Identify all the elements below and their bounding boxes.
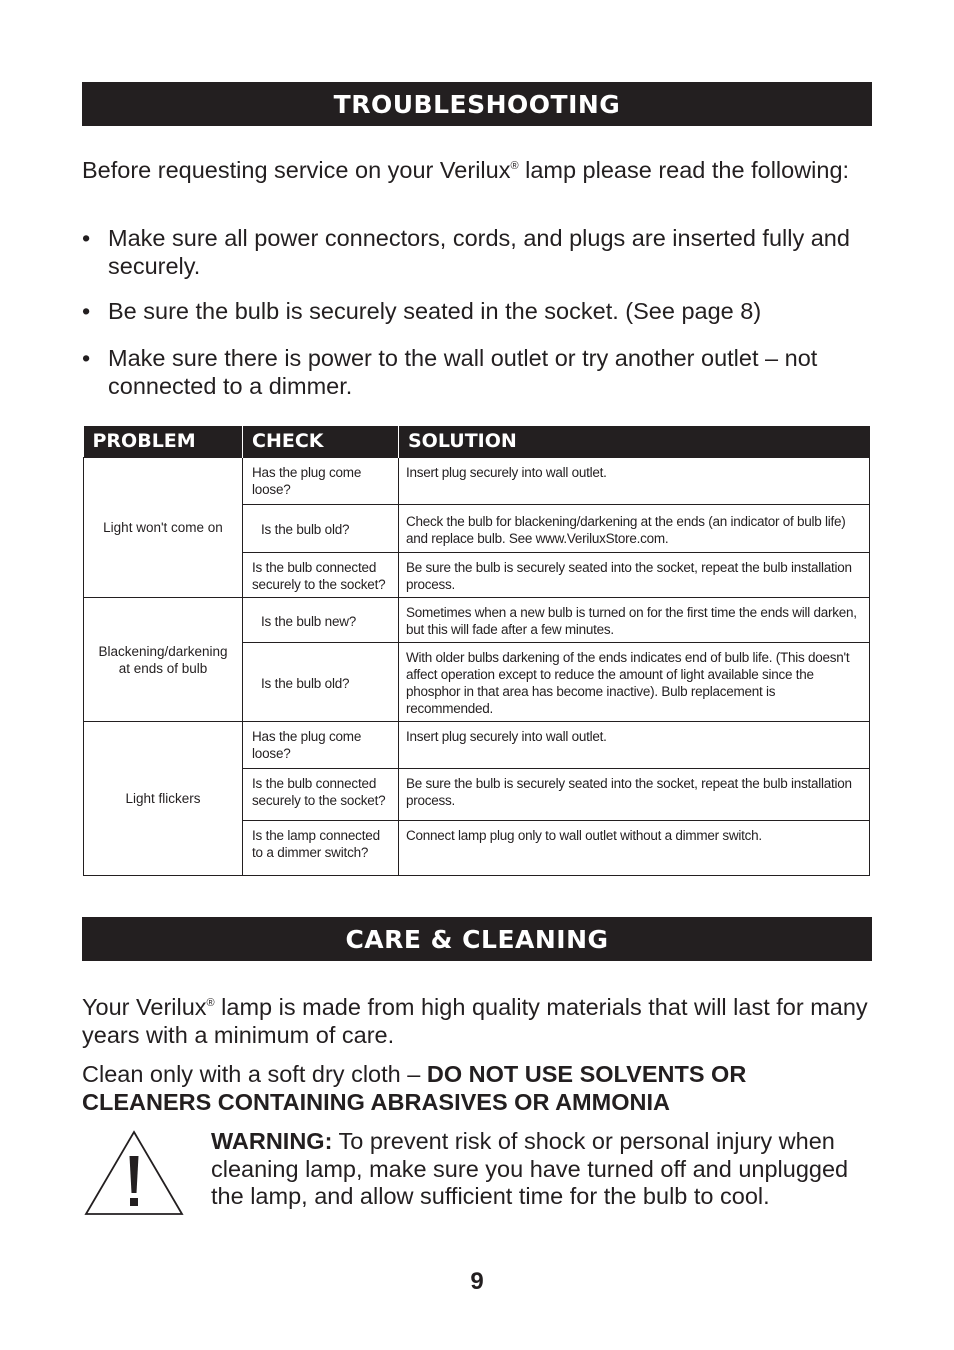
check-cell: Is the bulb connected securely to the socket? [243,769,399,821]
solution-cell: Be sure the bulb is securely seated into the socket, repeat the bulb installation process. [399,769,870,821]
table-row [84,458,870,505]
header-solution: SOLUTION [399,426,870,458]
header-check: CHECK [243,426,399,458]
check-cell: Is the bulb old? [243,505,399,553]
troubleshooting-table [83,426,870,876]
problem-cell: Blackening/darkening at ends of bulb [84,598,243,722]
problem-cell: Light flickers [84,722,243,876]
header-problem: PROBLEM [84,426,243,458]
solution-cell: Insert plug securely into wall outlet. [399,722,870,769]
table-header-row [84,426,870,458]
check-cell: Is the bulb old? [243,643,399,722]
table-row [84,598,870,643]
troubleshooting-heading: TROUBLESHOOTING [82,82,872,126]
check-cell: Has the plug come loose? [243,458,399,505]
list-item: • Be sure the bulb is securely seated in the socket. (See page 8) [82,298,762,324]
list-item: • Make sure there is power to the wall outlet or try another outlet – not connected to a dimmer. [82,345,818,399]
warning-triangle-icon [84,1130,184,1216]
page-number: 9 [470,1268,484,1295]
care-cleaning-heading: CARE & CLEANING [82,917,872,961]
solution-cell: Sometimes when a new bulb is turned on for the first time the ends will darken, but this will fade after a few minutes. [399,598,870,643]
solution-cell: With older bulbs darkening of the ends indicates end of bulb life. (This doesn't affect operation except to reduce the amount of light available since the phosphor in that area has become inactive). Bulb replacement is recommended. [399,643,870,722]
solution-cell: Connect lamp plug only to wall outlet without a dimmer switch. [399,821,870,876]
solution-cell: Be sure the bulb is securely seated into the socket, repeat the bulb installation process. [399,553,870,598]
check-cell: Is the lamp connected to a dimmer switch? [243,821,399,876]
problem-cell: Light won't come on [84,458,243,598]
check-cell: Is the bulb connected securely to the socket? [243,553,399,598]
list-item: • Make sure all power connectors, cords, and plugs are inserted fully and securely. [82,225,850,279]
table-row [84,722,870,769]
check-cell: Is the bulb new? [243,598,399,643]
cleaning-instructions: Clean only with a soft dry cloth – DO NOT USE SOLVENTS OR CLEANERS CONTAINING ABRASIVES OR AMMONIA [82,1061,747,1115]
check-cell: Has the plug come loose? [243,722,399,769]
troubleshooting-intro: Before requesting service on your Verilux® lamp please read the following: [82,157,850,183]
solution-cell: Insert plug securely into wall outlet. [399,458,870,505]
care-paragraph: Your Verilux® lamp is made from high quality materials that will last for many years with a minimum of care. [82,994,868,1048]
warning-paragraph: WARNING: To prevent risk of shock or personal injury when cleaning lamp, make sure you have turned off and unplugged the lamp, and allow sufficient time for the bulb to cool. [211,1128,849,1209]
solution-cell: Check the bulb for blackening/darkening at the ends (an indicator of bulb life) and replace bulb. See www.VeriluxStore.com. [399,505,870,553]
